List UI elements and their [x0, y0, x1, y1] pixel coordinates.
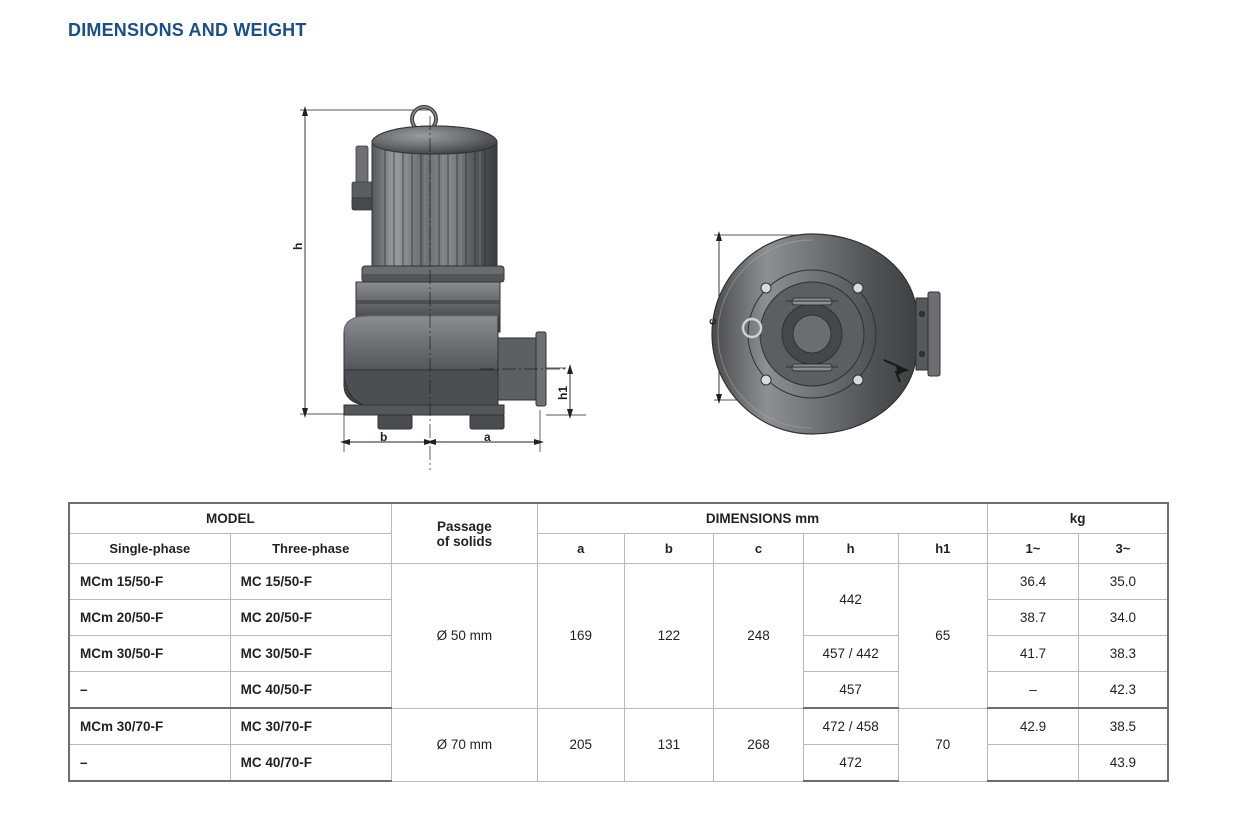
cell-b-70: 131: [624, 708, 714, 781]
cell-h: 472 / 458: [803, 708, 898, 745]
cell-kg1: [988, 745, 1079, 782]
cell-kg1: 42.9: [988, 708, 1079, 745]
page-title: DIMENSIONS AND WEIGHT: [68, 20, 307, 40]
pump-base: [344, 405, 504, 429]
pump-drawing-svg: [0, 70, 1239, 485]
cell-three-phase: MC 40/70-F: [230, 745, 391, 782]
cell-single-phase: –: [69, 745, 230, 782]
top-view-group: [712, 231, 940, 434]
cell-a-70: 205: [537, 708, 624, 781]
cell-h-442: 442: [803, 564, 898, 636]
dim-label-h1: h1: [556, 385, 570, 400]
cell-single-phase: MCm 30/70-F: [69, 708, 230, 745]
cell-single-phase: MCm 30/50-F: [69, 636, 230, 672]
header-passage: [391, 503, 537, 564]
table-row: [69, 708, 1168, 745]
cell-single-phase: MCm 20/50-F: [69, 600, 230, 636]
cell-three-phase: MC 20/50-F: [230, 600, 391, 636]
spec-table-wrapper: [68, 502, 1169, 782]
cell-kg3: 35.0: [1078, 564, 1168, 600]
header-kg-1ph: 1~: [988, 534, 1079, 564]
cell-kg1: 38.7: [988, 600, 1079, 636]
header-dim-a: a: [537, 534, 624, 564]
header-dim-h1: h1: [898, 534, 988, 564]
motor-housing: [372, 126, 497, 285]
cell-three-phase: MC 30/70-F: [230, 708, 391, 745]
cell-h: 457: [803, 672, 898, 709]
cell-three-phase: MC 30/50-F: [230, 636, 391, 672]
dim-a-b: [340, 410, 544, 452]
cell-kg3: 38.5: [1078, 708, 1168, 745]
header-kg-3ph: 3~: [1078, 534, 1168, 564]
header-dim-b: b: [624, 534, 714, 564]
cell-h1-70: 70: [898, 708, 988, 781]
cell-kg3: 38.3: [1078, 636, 1168, 672]
side-view-group: [300, 106, 586, 470]
cell-kg1: –: [988, 672, 1079, 709]
cell-passage-70: Ø 70 mm: [391, 708, 537, 781]
dim-label-c: c: [705, 318, 719, 325]
dimensions-weight-table: [68, 502, 1169, 782]
cell-h: 457 / 442: [803, 636, 898, 672]
cell-passage-50: Ø 50 mm: [391, 564, 537, 709]
cell-kg3: 34.0: [1078, 600, 1168, 636]
motor-flange: [362, 266, 504, 282]
header-kg: kg: [988, 503, 1168, 534]
pump-casing: [344, 316, 546, 408]
cell-kg3: 43.9: [1078, 745, 1168, 782]
cell-b-50: 122: [624, 564, 714, 709]
cell-h: 472: [803, 745, 898, 782]
dim-label-b: b: [380, 430, 388, 444]
header-dimensions: DIMENSIONS mm: [537, 503, 987, 534]
cell-three-phase: MC 15/50-F: [230, 564, 391, 600]
cell-kg1: 36.4: [988, 564, 1079, 600]
table-row: [69, 564, 1168, 600]
cell-c-50: 248: [714, 564, 804, 709]
dim-label-a: a: [484, 430, 491, 444]
header-model: MODEL: [69, 503, 391, 534]
cell-a-50: 169: [537, 564, 624, 709]
cell-kg1: 41.7: [988, 636, 1079, 672]
dim-label-h: h: [291, 242, 305, 250]
technical-drawing: [0, 70, 1239, 485]
cell-h1-65: 65: [898, 564, 988, 709]
volute-top: [712, 234, 940, 434]
header-dim-c: c: [714, 534, 804, 564]
cell-kg3: 42.3: [1078, 672, 1168, 709]
cell-three-phase: MC 40/50-F: [230, 672, 391, 709]
header-three-phase: Three-phase: [230, 534, 391, 564]
header-passage-line1: Passage: [436, 518, 492, 534]
header-dim-h: h: [803, 534, 898, 564]
cell-single-phase: –: [69, 672, 230, 709]
cell-single-phase: MCm 15/50-F: [69, 564, 230, 600]
header-passage-line2: of solids: [436, 533, 493, 549]
header-single-phase: Single-phase: [69, 534, 230, 564]
cell-c-70: 268: [714, 708, 804, 781]
